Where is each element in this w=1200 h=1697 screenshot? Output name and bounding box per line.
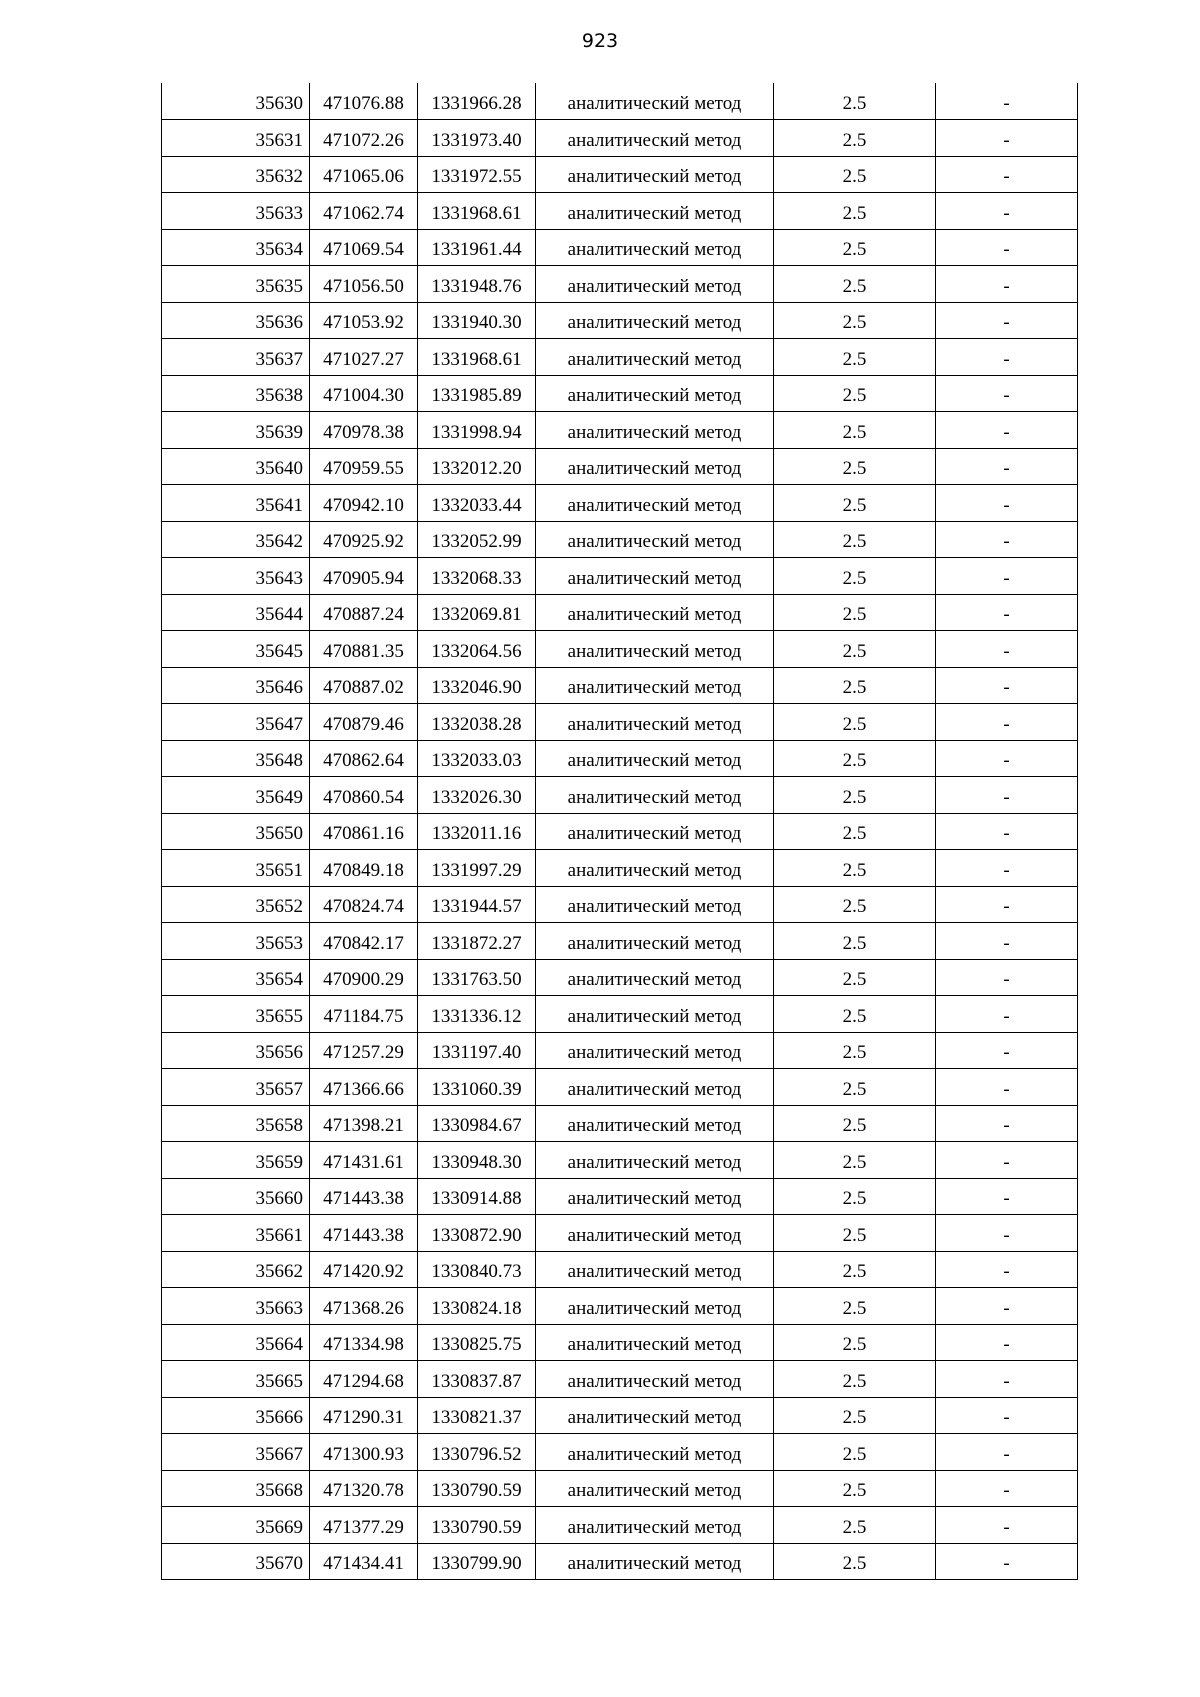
point-number-cell: 35643 [162,558,310,595]
x-coordinate-cell: 470862.64 [310,740,418,777]
page-number: 923 [581,30,619,52]
table-row [162,1069,1078,1106]
table-row [162,886,1078,923]
accuracy-cell: 2.5 [774,1507,936,1544]
y-coordinate-cell: 1330948.30 [418,1142,536,1179]
y-coordinate-cell: 1331998.94 [418,412,536,449]
method-cell: аналитический метод [536,1507,774,1544]
y-coordinate-cell: 1330840.73 [418,1251,536,1288]
y-coordinate-cell: 1331948.76 [418,266,536,303]
point-number-cell: 35668 [162,1470,310,1507]
y-coordinate-cell: 1330825.75 [418,1324,536,1361]
y-coordinate-cell: 1331763.50 [418,959,536,996]
method-cell: аналитический метод [536,1215,774,1252]
note-cell: - [936,448,1078,485]
y-coordinate-cell: 1332011.16 [418,813,536,850]
point-number-cell: 35654 [162,959,310,996]
note-cell: - [936,1543,1078,1580]
y-coordinate-cell: 1332012.20 [418,448,536,485]
method-cell: аналитический метод [536,302,774,339]
note-cell: - [936,1288,1078,1325]
accuracy-cell: 2.5 [774,1142,936,1179]
table-row [162,1288,1078,1325]
table-row [162,1397,1078,1434]
method-cell: аналитический метод [536,1470,774,1507]
x-coordinate-cell: 471294.68 [310,1361,418,1398]
x-coordinate-cell: 470842.17 [310,923,418,960]
accuracy-cell: 2.5 [774,594,936,631]
method-cell: аналитический метод [536,193,774,230]
x-coordinate-cell: 470887.02 [310,667,418,704]
table-row [162,521,1078,558]
note-cell: - [936,1215,1078,1252]
method-cell: аналитический метод [536,448,774,485]
note-cell: - [936,777,1078,814]
point-number-cell: 35633 [162,193,310,230]
accuracy-cell: 2.5 [774,923,936,960]
note-cell: - [936,1142,1078,1179]
x-coordinate-cell: 470861.16 [310,813,418,850]
note-cell: - [936,412,1078,449]
y-coordinate-cell: 1331972.55 [418,156,536,193]
y-coordinate-cell: 1331060.39 [418,1069,536,1106]
y-coordinate-cell: 1330796.52 [418,1434,536,1471]
x-coordinate-cell: 471434.41 [310,1543,418,1580]
accuracy-cell: 2.5 [774,375,936,412]
point-number-cell: 35634 [162,229,310,266]
method-cell: аналитический метод [536,1397,774,1434]
accuracy-cell: 2.5 [774,667,936,704]
note-cell: - [936,813,1078,850]
table-row [162,302,1078,339]
accuracy-cell: 2.5 [774,448,936,485]
y-coordinate-cell: 1332046.90 [418,667,536,704]
x-coordinate-cell: 471377.29 [310,1507,418,1544]
point-number-cell: 35650 [162,813,310,850]
accuracy-cell: 2.5 [774,1543,936,1580]
accuracy-cell: 2.5 [774,266,936,303]
x-coordinate-cell: 471056.50 [310,266,418,303]
x-coordinate-cell: 470900.29 [310,959,418,996]
x-coordinate-cell: 471420.92 [310,1251,418,1288]
note-cell: - [936,1434,1078,1471]
method-cell: аналитический метод [536,594,774,631]
point-number-cell: 35649 [162,777,310,814]
x-coordinate-cell: 470881.35 [310,631,418,668]
x-coordinate-cell: 470978.38 [310,412,418,449]
accuracy-cell: 2.5 [774,813,936,850]
accuracy-cell: 2.5 [774,740,936,777]
method-cell: аналитический метод [536,412,774,449]
table-row [162,959,1078,996]
accuracy-cell: 2.5 [774,850,936,887]
note-cell: - [936,594,1078,631]
method-cell: аналитический метод [536,375,774,412]
accuracy-cell: 2.5 [774,521,936,558]
accuracy-cell: 2.5 [774,631,936,668]
y-coordinate-cell: 1331940.30 [418,302,536,339]
y-coordinate-cell: 1330821.37 [418,1397,536,1434]
method-cell: аналитический метод [536,1361,774,1398]
note-cell: - [936,923,1078,960]
accuracy-cell: 2.5 [774,959,936,996]
table-row [162,558,1078,595]
note-cell: - [936,1361,1078,1398]
y-coordinate-cell: 1331872.27 [418,923,536,960]
table-row [162,229,1078,266]
x-coordinate-cell: 470942.10 [310,485,418,522]
table-row [162,266,1078,303]
accuracy-cell: 2.5 [774,193,936,230]
accuracy-cell: 2.5 [774,302,936,339]
method-cell: аналитический метод [536,1324,774,1361]
accuracy-cell: 2.5 [774,777,936,814]
method-cell: аналитический метод [536,156,774,193]
point-number-cell: 35653 [162,923,310,960]
y-coordinate-cell: 1330799.90 [418,1543,536,1580]
note-cell: - [936,339,1078,376]
table-row [162,120,1078,157]
table-body [162,83,1078,1580]
x-coordinate-cell: 471300.93 [310,1434,418,1471]
table-row [162,740,1078,777]
note-cell: - [936,1069,1078,1106]
note-cell: - [936,1324,1078,1361]
point-number-cell: 35635 [162,266,310,303]
x-coordinate-cell: 471398.21 [310,1105,418,1142]
x-coordinate-cell: 470824.74 [310,886,418,923]
point-number-cell: 35664 [162,1324,310,1361]
x-coordinate-cell: 470905.94 [310,558,418,595]
accuracy-cell: 2.5 [774,558,936,595]
y-coordinate-cell: 1330872.90 [418,1215,536,1252]
x-coordinate-cell: 471062.74 [310,193,418,230]
note-cell: - [936,886,1078,923]
x-coordinate-cell: 471065.06 [310,156,418,193]
point-number-cell: 35652 [162,886,310,923]
method-cell: аналитический метод [536,631,774,668]
table-row [162,1543,1078,1580]
point-number-cell: 35638 [162,375,310,412]
point-number-cell: 35639 [162,412,310,449]
coordinates-table [161,83,1078,1580]
y-coordinate-cell: 1330914.88 [418,1178,536,1215]
point-number-cell: 35657 [162,1069,310,1106]
note-cell: - [936,631,1078,668]
x-coordinate-cell: 471431.61 [310,1142,418,1179]
note-cell: - [936,1178,1078,1215]
table-row [162,594,1078,631]
note-cell: - [936,485,1078,522]
accuracy-cell: 2.5 [774,1105,936,1142]
accuracy-cell: 2.5 [774,1069,936,1106]
method-cell: аналитический метод [536,1178,774,1215]
point-number-cell: 35636 [162,302,310,339]
table-row [162,1434,1078,1471]
x-coordinate-cell: 470887.24 [310,594,418,631]
table-row [162,193,1078,230]
table-row [162,996,1078,1033]
accuracy-cell: 2.5 [774,1288,936,1325]
point-number-cell: 35641 [162,485,310,522]
note-cell: - [936,959,1078,996]
table-row [162,1251,1078,1288]
x-coordinate-cell: 471076.88 [310,83,418,120]
table-row [162,777,1078,814]
accuracy-cell: 2.5 [774,1324,936,1361]
method-cell: аналитический метод [536,813,774,850]
note-cell: - [936,667,1078,704]
note-cell: - [936,1397,1078,1434]
point-number-cell: 35648 [162,740,310,777]
note-cell: - [936,740,1078,777]
x-coordinate-cell: 471053.92 [310,302,418,339]
accuracy-cell: 2.5 [774,83,936,120]
y-coordinate-cell: 1330837.87 [418,1361,536,1398]
y-coordinate-cell: 1330984.67 [418,1105,536,1142]
x-coordinate-cell: 470925.92 [310,521,418,558]
point-number-cell: 35632 [162,156,310,193]
accuracy-cell: 2.5 [774,1215,936,1252]
table-row [162,1215,1078,1252]
table-row [162,667,1078,704]
accuracy-cell: 2.5 [774,704,936,741]
y-coordinate-cell: 1331966.28 [418,83,536,120]
method-cell: аналитический метод [536,777,774,814]
method-cell: аналитический метод [536,266,774,303]
y-coordinate-cell: 1332038.28 [418,704,536,741]
y-coordinate-cell: 1330790.59 [418,1507,536,1544]
note-cell: - [936,1105,1078,1142]
method-cell: аналитический метод [536,1434,774,1471]
table-row [162,1324,1078,1361]
point-number-cell: 35630 [162,83,310,120]
point-number-cell: 35640 [162,448,310,485]
note-cell: - [936,302,1078,339]
y-coordinate-cell: 1331968.61 [418,193,536,230]
y-coordinate-cell: 1331968.61 [418,339,536,376]
x-coordinate-cell: 471184.75 [310,996,418,1033]
x-coordinate-cell: 471334.98 [310,1324,418,1361]
x-coordinate-cell: 471069.54 [310,229,418,266]
y-coordinate-cell: 1332069.81 [418,594,536,631]
accuracy-cell: 2.5 [774,886,936,923]
point-number-cell: 35637 [162,339,310,376]
table-row [162,850,1078,887]
method-cell: аналитический метод [536,1543,774,1580]
y-coordinate-cell: 1331985.89 [418,375,536,412]
note-cell: - [936,1251,1078,1288]
table-row [162,83,1078,120]
y-coordinate-cell: 1330790.59 [418,1470,536,1507]
table-row [162,339,1078,376]
point-number-cell: 35655 [162,996,310,1033]
y-coordinate-cell: 1330824.18 [418,1288,536,1325]
y-coordinate-cell: 1332064.56 [418,631,536,668]
table-row [162,631,1078,668]
table-row [162,448,1078,485]
method-cell: аналитический метод [536,704,774,741]
method-cell: аналитический метод [536,1032,774,1069]
table-row [162,485,1078,522]
table-row [162,412,1078,449]
point-number-cell: 35658 [162,1105,310,1142]
x-coordinate-cell: 471290.31 [310,1397,418,1434]
note-cell: - [936,193,1078,230]
note-cell: - [936,521,1078,558]
method-cell: аналитический метод [536,667,774,704]
table-row [162,1361,1078,1398]
method-cell: аналитический метод [536,120,774,157]
x-coordinate-cell: 471368.26 [310,1288,418,1325]
table-row [162,1142,1078,1179]
accuracy-cell: 2.5 [774,156,936,193]
table-row [162,1507,1078,1544]
table-row [162,1178,1078,1215]
note-cell: - [936,1470,1078,1507]
table-row [162,923,1078,960]
method-cell: аналитический метод [536,558,774,595]
note-cell: - [936,83,1078,120]
y-coordinate-cell: 1331997.29 [418,850,536,887]
point-number-cell: 35631 [162,120,310,157]
method-cell: аналитический метод [536,1069,774,1106]
method-cell: аналитический метод [536,229,774,266]
point-number-cell: 35667 [162,1434,310,1471]
y-coordinate-cell: 1332052.99 [418,521,536,558]
method-cell: аналитический метод [536,83,774,120]
x-coordinate-cell: 471443.38 [310,1215,418,1252]
table-row [162,704,1078,741]
accuracy-cell: 2.5 [774,339,936,376]
method-cell: аналитический метод [536,850,774,887]
table-row [162,813,1078,850]
y-coordinate-cell: 1331336.12 [418,996,536,1033]
accuracy-cell: 2.5 [774,1397,936,1434]
point-number-cell: 35645 [162,631,310,668]
y-coordinate-cell: 1332026.30 [418,777,536,814]
method-cell: аналитический метод [536,485,774,522]
note-cell: - [936,156,1078,193]
y-coordinate-cell: 1332033.44 [418,485,536,522]
table-row [162,1105,1078,1142]
accuracy-cell: 2.5 [774,120,936,157]
note-cell: - [936,375,1078,412]
table-row [162,1032,1078,1069]
y-coordinate-cell: 1332068.33 [418,558,536,595]
x-coordinate-cell: 470959.55 [310,448,418,485]
note-cell: - [936,266,1078,303]
point-number-cell: 35659 [162,1142,310,1179]
point-number-cell: 35651 [162,850,310,887]
method-cell: аналитический метод [536,886,774,923]
x-coordinate-cell: 471072.26 [310,120,418,157]
method-cell: аналитический метод [536,740,774,777]
note-cell: - [936,1507,1078,1544]
accuracy-cell: 2.5 [774,412,936,449]
x-coordinate-cell: 471320.78 [310,1470,418,1507]
x-coordinate-cell: 470849.18 [310,850,418,887]
method-cell: аналитический метод [536,1251,774,1288]
method-cell: аналитический метод [536,996,774,1033]
method-cell: аналитический метод [536,959,774,996]
method-cell: аналитический метод [536,1288,774,1325]
method-cell: аналитический метод [536,923,774,960]
method-cell: аналитический метод [536,1142,774,1179]
x-coordinate-cell: 471004.30 [310,375,418,412]
y-coordinate-cell: 1331197.40 [418,1032,536,1069]
accuracy-cell: 2.5 [774,1470,936,1507]
y-coordinate-cell: 1332033.03 [418,740,536,777]
accuracy-cell: 2.5 [774,1178,936,1215]
point-number-cell: 35663 [162,1288,310,1325]
x-coordinate-cell: 471027.27 [310,339,418,376]
point-number-cell: 35660 [162,1178,310,1215]
note-cell: - [936,120,1078,157]
x-coordinate-cell: 470879.46 [310,704,418,741]
note-cell: - [936,996,1078,1033]
point-number-cell: 35669 [162,1507,310,1544]
accuracy-cell: 2.5 [774,1032,936,1069]
method-cell: аналитический метод [536,1105,774,1142]
x-coordinate-cell: 470860.54 [310,777,418,814]
note-cell: - [936,1032,1078,1069]
accuracy-cell: 2.5 [774,1434,936,1471]
accuracy-cell: 2.5 [774,996,936,1033]
point-number-cell: 35656 [162,1032,310,1069]
table-row [162,1470,1078,1507]
note-cell: - [936,558,1078,595]
x-coordinate-cell: 471443.38 [310,1178,418,1215]
y-coordinate-cell: 1331944.57 [418,886,536,923]
x-coordinate-cell: 471366.66 [310,1069,418,1106]
accuracy-cell: 2.5 [774,1361,936,1398]
accuracy-cell: 2.5 [774,1251,936,1288]
point-number-cell: 35642 [162,521,310,558]
y-coordinate-cell: 1331973.40 [418,120,536,157]
point-number-cell: 35661 [162,1215,310,1252]
accuracy-cell: 2.5 [774,485,936,522]
point-number-cell: 35644 [162,594,310,631]
point-number-cell: 35670 [162,1543,310,1580]
point-number-cell: 35646 [162,667,310,704]
note-cell: - [936,229,1078,266]
note-cell: - [936,704,1078,741]
point-number-cell: 35647 [162,704,310,741]
table-row [162,375,1078,412]
accuracy-cell: 2.5 [774,229,936,266]
note-cell: - [936,850,1078,887]
method-cell: аналитический метод [536,339,774,376]
method-cell: аналитический метод [536,521,774,558]
point-number-cell: 35666 [162,1397,310,1434]
point-number-cell: 35665 [162,1361,310,1398]
x-coordinate-cell: 471257.29 [310,1032,418,1069]
point-number-cell: 35662 [162,1251,310,1288]
table-row [162,156,1078,193]
y-coordinate-cell: 1331961.44 [418,229,536,266]
